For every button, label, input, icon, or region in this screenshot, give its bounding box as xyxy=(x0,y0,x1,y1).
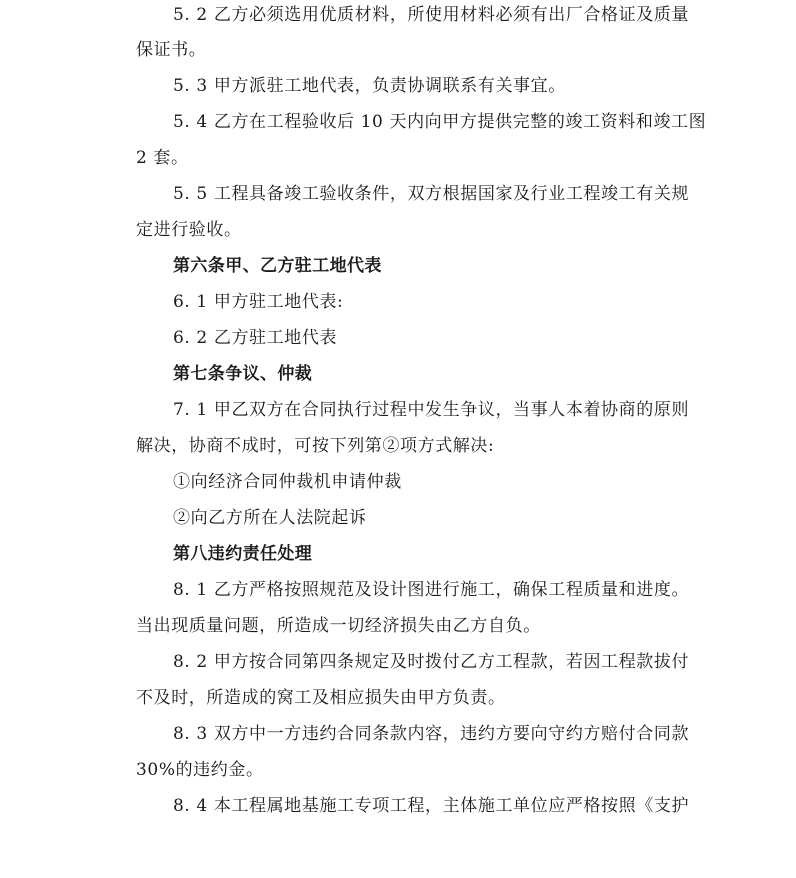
option-1: ①向经济合同仲裁机申请仲裁 xyxy=(173,472,402,492)
section-8-heading: 第八违约责任处理 xyxy=(173,544,313,564)
clause-8-1-line-2: 当出现质量问题，所造成一切经济损失由乙方自负。 xyxy=(136,616,541,636)
clause-5-4-line-1: 5. 4 乙方在工程验收后 10 天内向甲方提供完整的竣工资料和竣工图 xyxy=(173,112,707,132)
clause-5-5-line-1: 5. 5 工程具备竣工验收条件，双方根据国家及行业工程竣工有关规 xyxy=(173,184,690,204)
clause-8-2-line-1: 8. 2 甲方按合同第四条规定及时拨付乙方工程款，若因工程款拔付 xyxy=(173,652,690,672)
section-6-heading: 第六条甲、乙方驻工地代表 xyxy=(173,256,382,276)
clause-6-2: 6. 2 乙方驻工地代表 xyxy=(173,328,338,348)
clause-8-3-line-2: 30%的违约金。 xyxy=(136,760,264,780)
clause-5-3: 5. 3 甲方派驻工地代表，负责协调联系有关事宜。 xyxy=(173,76,566,96)
clause-5-2-line-2: 保证书。 xyxy=(136,40,207,60)
clause-5-5-line-2: 定进行验收。 xyxy=(136,220,242,240)
section-7-heading: 第七条争议、仲裁 xyxy=(173,364,313,384)
clause-8-4-line-1: 8. 4 本工程属地基施工专项工程，主体施工单位应严格按照《支护 xyxy=(173,796,690,816)
clause-7-1-line-1: 7. 1 甲乙双方在合同执行过程中发生争议，当事人本着协商的原则 xyxy=(173,400,690,420)
option-2: ②向乙方所在人法院起诉 xyxy=(173,508,367,528)
clause-8-2-line-2: 不及时，所造成的窝工及相应损失由甲方负责。 xyxy=(136,688,506,708)
clause-5-4-line-2: 2 套。 xyxy=(136,148,189,168)
clause-6-1: 6. 1 甲方驻工地代表: xyxy=(173,292,344,312)
clause-5-2-line-1: 5. 2 乙方必须选用优质材料，所使用材料必须有出厂合格证及质量 xyxy=(173,5,690,25)
clause-8-1-line-1: 8. 1 乙方严格按照规范及设计图进行施工，确保工程质量和进度。 xyxy=(173,580,690,600)
clause-7-1-line-2: 解决，协商不成时，可按下列第②项方式解决: xyxy=(136,436,495,456)
clause-8-3-line-1: 8. 3 双方中一方违约合同条款内容，违约方要向守约方赔付合同款 xyxy=(173,724,690,744)
